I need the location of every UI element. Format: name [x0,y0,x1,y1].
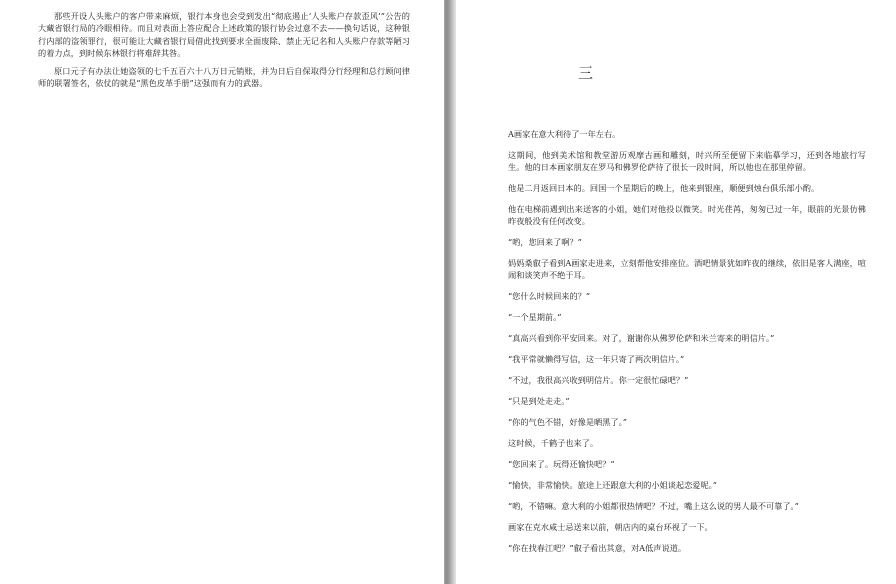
dialogue-line: “真高兴看到你平安回来。对了，谢谢你从佛罗伦萨和米兰寄来的明信片。” [508,333,775,343]
paragraph: 妈妈桑叡子看到A画家走进来，立刻帮他安排座位。酒吧情景犹如昨夜的继续，依旧是客人满座，喧闹和谈笑声不绝于耳。 [508,258,866,280]
dialogue-line: “你的气色不错，好像是晒黑了。” [508,417,627,427]
dialogue-line: “你在找春江吧？”叡子看出其意，对A低声说道。 [508,543,687,553]
left-page [0,0,444,584]
dialogue-line: “哟，不错嘛。意大利的小姐都很热情吧？不过，嘴上这么说的男人最不可靠了。” [508,501,799,511]
dialogue-line: “愉快，非常愉快。旅途上还跟意大利的小姐谈起恋爱呢。” [508,480,717,490]
right-page [456,0,896,584]
dialogue-line: “哟，您回来了啊？” [508,237,582,247]
paragraph: 画家在克水咸士忌送来以前，朝店内的桌台环视了一下。 [508,522,713,532]
dialogue-line: “您什么时候回来的？” [508,291,591,301]
dialogue-line: “不过，我很高兴收到明信片。你一定很忙碌吧？” [508,375,689,385]
chapter-heading: 三 [578,64,595,82]
paragraph: 他在电梯前遇到出来送客的小姐，她们对他投以微笑。时光荏苒，匆匆已过一年，眼前的光景仿佛昨夜般没有任何改变。 [508,204,866,226]
dialogue-line: “我平常就懒得写信，这一年只寄了两次明信片。” [508,354,685,364]
paragraph: 这期间，他到美术馆和教堂游历观摩古画和雕刻，时兴所至便留下来临摹学习，还到各地旅行写生。他的日本画家朋友在罗马和佛罗伦萨待了很长一段时间，所以他也在那里停留。 [508,150,866,172]
paragraph: 他是二月返回日本的。回国一个星期后的晚上，他来到银座，顺便到烛台俱乐部小酌。 [508,183,820,193]
dialogue-line: “一个星期前。” [508,312,562,322]
dialogue-line: “您回来了。玩得还愉快吧？” [508,459,615,469]
paragraph: 原口元子有办法让她盗领的七千五百六十八万日元销账，并为日后自保取得分行经理和总行顾问律师的联署签名，依仗的就是“黑色皮革手册”这强而有力的武器。 [38,65,410,89]
paragraph: 这时候，千鹤子也来了。 [508,438,599,448]
dialogue-line: “只是到处走走。” [508,396,570,406]
page-gutter [444,0,456,584]
paragraph: A画家在意大利待了一年左右。 [508,129,621,139]
paragraph: 那些开设人头账户的客户带来麻烦，银行本身也会受到发出“彻底遏止‘人头账户存款歪风’”公告的大藏省银行局的冷眼相待。而且对表面上答应配合上述政策的银行协会过意不去——换句话说，这种银行内部的盗领罪行，很可能让大藏省银行局借此找到要求全面废除、禁止无记名和人头账户存款等陋习的着力点，到时候东林银行将难辞其咎。 [38,11,410,59]
